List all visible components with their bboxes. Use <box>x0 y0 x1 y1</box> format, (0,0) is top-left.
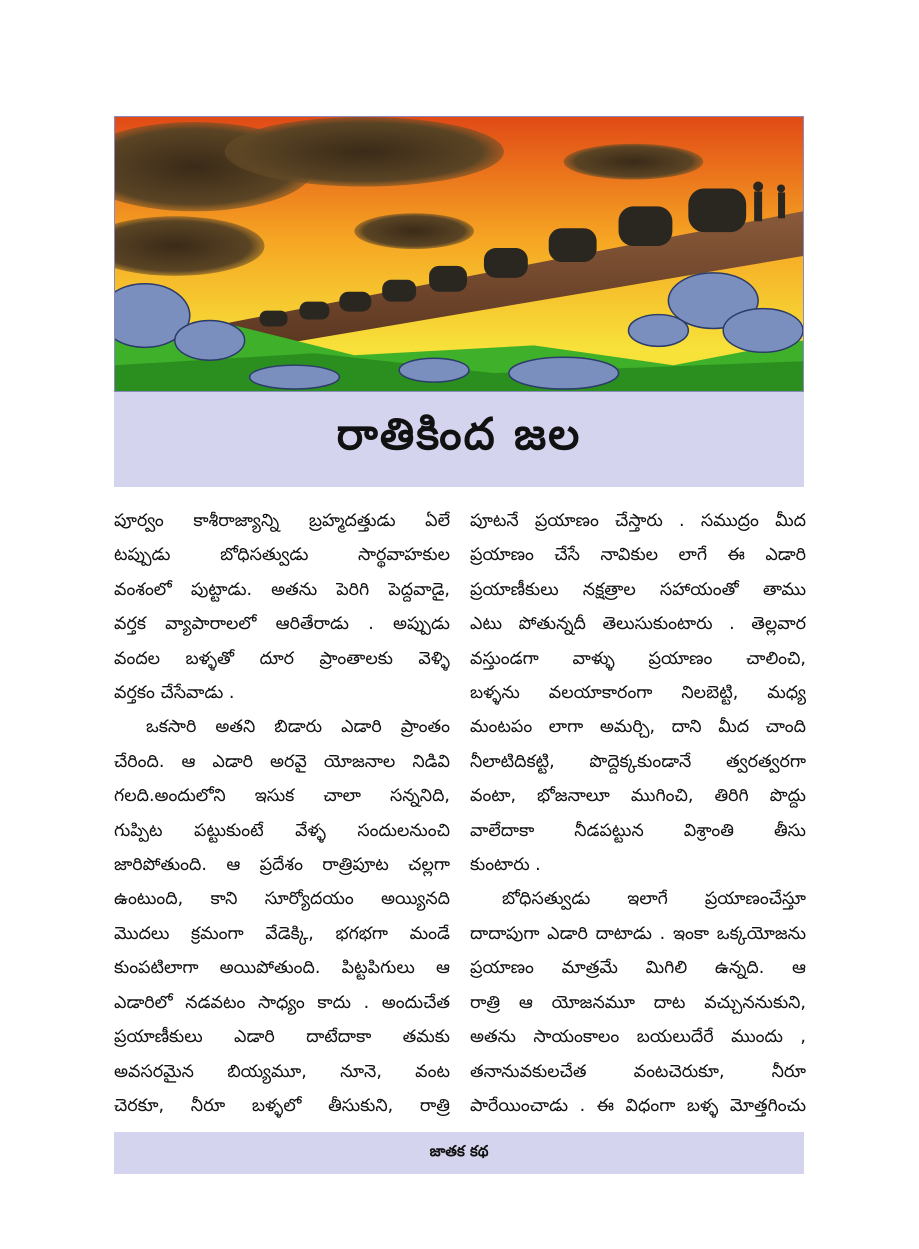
left-text-column <box>114 504 450 1123</box>
text-line: టప్పుడు బోధిసత్వుడు సార్థవాహకుల <box>114 545 450 566</box>
text-line: ఎడారిలో నడవటం సాధ్యం కాదు . అందుచేత <box>114 992 450 1013</box>
footer-label: జాతక కథ <box>429 1142 489 1160</box>
text-line: ప్రయాణీకులు నక్షత్రాల సహాయంతో తాము <box>470 579 806 600</box>
text-line: వందల బళ్ళతో దూర ప్రాంతాలకు వెళ్ళి <box>114 648 450 669</box>
text-line: ప్రయాణం మాత్రమే మిగిలి ఉన్నది. ఆ <box>470 958 806 979</box>
text-line: ప్రయాణం చేసే నావికుల లాగే ఈ ఎడారి <box>470 545 806 566</box>
text-line: గలది.అందులోని ఇసుక చాలా సన్ననిది, <box>114 786 450 807</box>
text-line: పూర్వం కాశీరాజ్యాన్ని బ్రహ్మదత్తుడు ఏలే <box>114 511 450 531</box>
text-line: కుంపటిలాగా అయిపోతుంది. పిట్టపిగులు ఆ <box>114 958 450 979</box>
text-line: ఒకసారి అతని బిడారు ఎడారి ప్రాంతం <box>146 717 450 738</box>
caravan-scene-image <box>115 117 803 391</box>
text-line: మంటపం లాగా అమర్చి, దాని మీద చాంది <box>470 717 806 738</box>
text-line: దాదాపుగా ఎడారి దాటాడు . ఇంకా ఒక్కయోజను <box>470 923 806 944</box>
text-line: ప్రయాణీకులు ఎడారి దాటేదాకా తమకు <box>114 1027 450 1048</box>
right-text-column <box>470 504 806 1123</box>
text-line: జారిపోతుంది. ఆ ప్రదేశం రాత్రిపూట చల్లగా <box>114 855 450 876</box>
text-line: కుంటారు . <box>470 855 541 876</box>
text-line: వంశంలో పుట్టాడు. అతను పెరిగి పెద్దవాడై, <box>114 579 450 600</box>
text-line: వాలేదాకా నీడపట్టున విశ్రాంతి తీసు <box>470 820 806 841</box>
title-band <box>114 392 804 487</box>
text-line: చేరింది. ఆ ఎడారి అరవై యోజనాల నిడివి <box>114 751 450 772</box>
text-line: వంటా, భోజనాలూ ముగించి, తిరిగి పొద్దు <box>470 786 806 807</box>
text-line: రాత్రి ఆ యోజనమూ దాట వచ్చుననుకుని, <box>470 992 806 1013</box>
text-line: బోధిసత్వుడు ఇలాగే ప్రయాణంచేస్తూ <box>502 889 806 910</box>
text-line: మొదలు క్రమంగా వేడెక్కి, భగభగా మండే <box>114 923 450 944</box>
text-line: ఎటు పోతున్నదీ తెలుసుకుంటారు . తెల్లవార <box>470 614 806 635</box>
text-line: ఉంటుంది, కాని సూర్యోదయం అయ్యినది <box>114 889 450 910</box>
caravan-illustration <box>114 116 804 392</box>
text-line: చెరకూ, నీరూ బళ్ళలో తీసుకుని, రాత్రి <box>114 1095 450 1116</box>
text-line: అతను సాయంకాలం బయలుదేరే ముందు , <box>470 1027 806 1048</box>
text-line: పూటనే ప్రయాణం చేస్తారు . సముద్రం మీద <box>470 511 806 531</box>
text-line: నీలాటిదికట్టి, పొద్దెక్కకుండానే త్వరత్వరగా <box>470 751 806 772</box>
text-line: తనానువకులచేత వంటచెరుకూ, నీరూ <box>470 1061 806 1082</box>
story-title: రాతికింద జల <box>336 408 582 460</box>
text-line: వర్తకం చేసేవాడు . <box>114 683 235 704</box>
text-line: వర్తక వ్యాపారాలలో ఆరితేరాడు . అప్పుడు <box>114 614 450 635</box>
text-line: వస్తుండగా వాళ్ళు ప్రయాణం చాలించి, <box>470 648 806 669</box>
text-line: పారేయించాడు . ఈ విధంగా బళ్ళ మోత్తగించు <box>470 1095 806 1116</box>
text-line: బళ్ళను వలయాకారంగా నిలబెట్టి, మధ్య <box>470 683 806 704</box>
footer-band <box>114 1132 804 1174</box>
text-line: గుప్పిట పట్టుకుంటే వేళ్ళ సందులనుంచి <box>114 820 450 841</box>
text-line: అవసరమైన బియ్యమూ, నూనె, వంట <box>114 1061 450 1082</box>
